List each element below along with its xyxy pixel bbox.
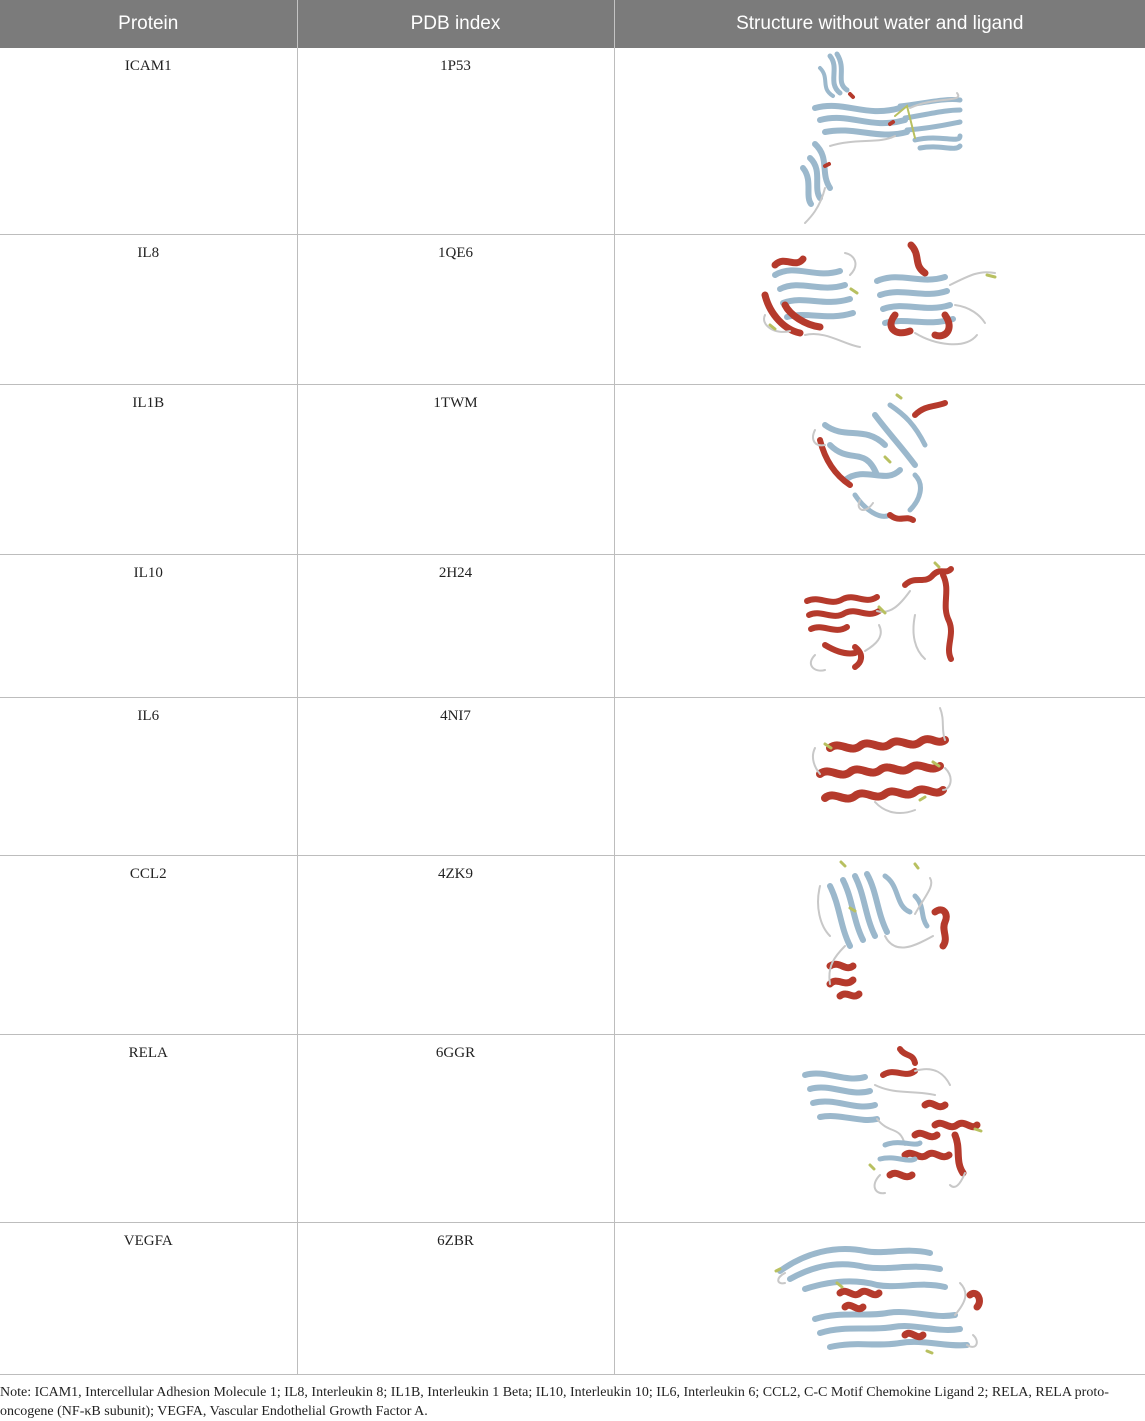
- table-row: [0, 697, 1145, 855]
- structure-cell: [614, 697, 1145, 855]
- protein-structure-icon: [615, 385, 1145, 554]
- protein-name: RELA: [0, 1034, 297, 1222]
- structure-cell: [614, 48, 1145, 234]
- table-row: [0, 48, 1145, 234]
- structure-cell: [614, 234, 1145, 384]
- protein-name: CCL2: [0, 855, 297, 1034]
- table-row: [0, 855, 1145, 1034]
- table-note: Note: ICAM1, Intercellular Adhesion Molecule 1; IL8, Interleukin 8; IL1B, Interleukin 1 Beta; IL10, Interleukin 10; IL6, Interleukin 6; CCL2, C-C Motif Chemokine Ligand 2; RELA, RELA proto-oncogene (NF-κB subunit); VEGFA, Vascular Endothelial Growth Factor A.: [0, 1385, 1109, 1419]
- header-protein: Protein: [0, 0, 297, 48]
- protein-structure-icon: [615, 555, 1145, 697]
- pdb-index: 4ZK9: [297, 855, 614, 1034]
- header-structure: Structure without water and ligand: [614, 0, 1145, 48]
- pdb-index: 6GGR: [297, 1034, 614, 1222]
- protein-structure-icon: [615, 1223, 1145, 1374]
- table-header-row: [0, 0, 1145, 48]
- protein-structure-icon: [615, 698, 1145, 855]
- protein-structure-icon: [615, 1035, 1145, 1222]
- protein-name: IL1B: [0, 384, 297, 554]
- structure-cell: [614, 554, 1145, 697]
- protein-structure-icon: [615, 235, 1145, 384]
- structure-cell: [614, 384, 1145, 554]
- protein-name: IL8: [0, 234, 297, 384]
- protein-name: IL10: [0, 554, 297, 697]
- table-row: [0, 1222, 1145, 1374]
- structure-cell: [614, 1222, 1145, 1374]
- pdb-index: 6ZBR: [297, 1222, 614, 1374]
- protein-name: VEGFA: [0, 1222, 297, 1374]
- table-row: [0, 234, 1145, 384]
- structure-cell: [614, 1034, 1145, 1222]
- table-row: [0, 384, 1145, 554]
- pdb-index: 4NI7: [297, 697, 614, 855]
- header-pdb-index: PDB index: [297, 0, 614, 48]
- structure-cell: [614, 855, 1145, 1034]
- protein-structure-icon: [615, 48, 1145, 233]
- table-row: [0, 1034, 1145, 1222]
- pdb-index: 1TWM: [297, 384, 614, 554]
- pdb-index: 2H24: [297, 554, 614, 697]
- pdb-index: 1P53: [297, 48, 614, 234]
- table-row: [0, 554, 1145, 697]
- protein-structure-icon: [615, 856, 1145, 1034]
- protein-name: IL6: [0, 697, 297, 855]
- pdb-index: 1QE6: [297, 234, 614, 384]
- protein-name: ICAM1: [0, 48, 297, 234]
